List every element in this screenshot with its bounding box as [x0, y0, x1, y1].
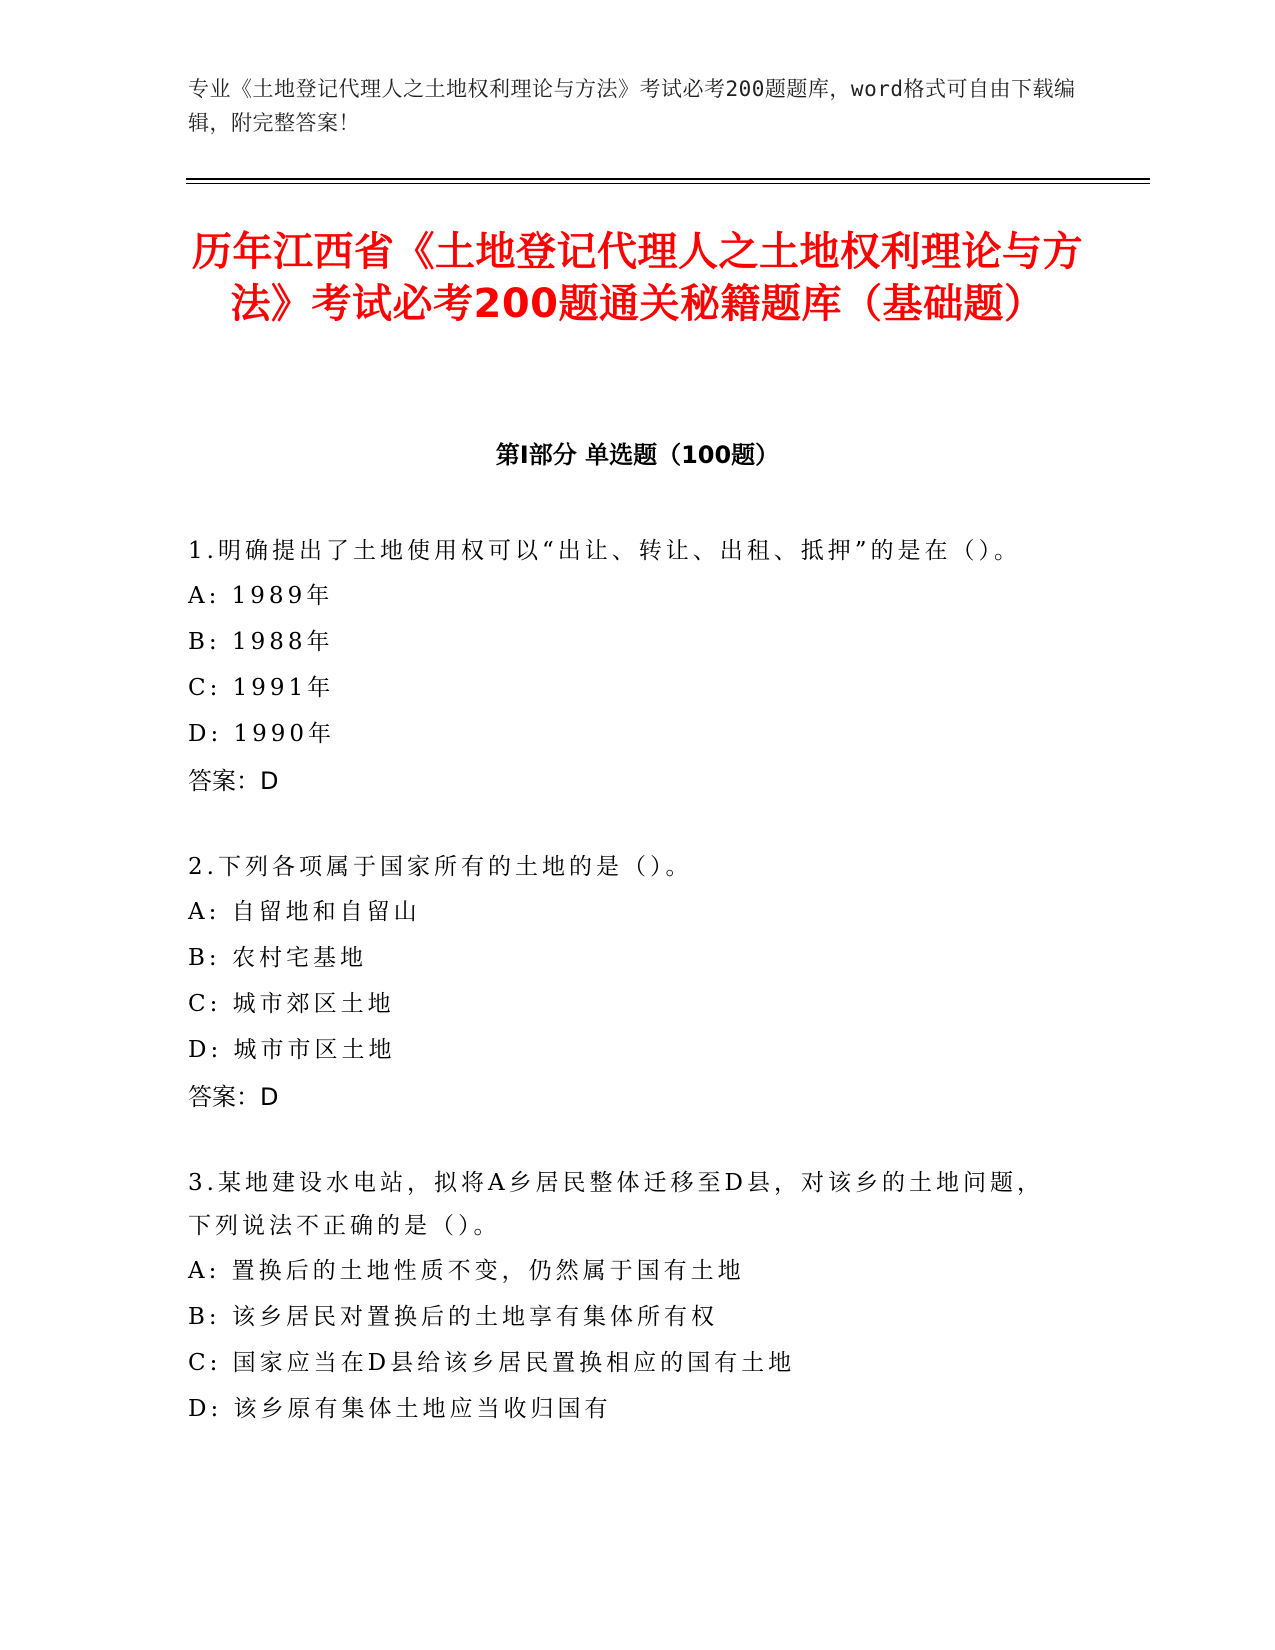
question-3: [188, 1162, 1068, 1432]
question-list: [188, 530, 1068, 1475]
option-d: D: 城市市区土地: [188, 1037, 396, 1063]
document-title: 历年江西省《土地登记代理人之土地权利理论与方法》考试必考200题通关秘籍题库（基础题）: [192, 229, 1083, 327]
option-d: D: 该乡原有集体土地应当收归国有: [188, 1396, 612, 1422]
answer: 答案：D: [188, 1083, 279, 1111]
question-stem: 3.某地建设水电站，拟将A乡居民整体迁移至D县，对该乡的土地问题，下列说法不正确的是（）。: [188, 1170, 1044, 1239]
question-stem: 1.明确提出了土地使用权可以“出让、转让、出租、抵押”的是在（）。: [188, 538, 1021, 564]
option-a: A: 1989年: [188, 583, 334, 609]
answer: 答案：D: [188, 767, 279, 795]
section-heading: 第I部分 单选题（100题）: [495, 441, 780, 469]
option-b: B: 该乡居民对置换后的土地享有集体所有权: [188, 1304, 718, 1330]
option-c: C: 国家应当在D县给该乡居民置换相应的国有土地: [188, 1350, 796, 1376]
question-stem: 2.下列各项属于国家所有的土地的是（）。: [188, 854, 693, 880]
option-c: C: 1991年: [188, 675, 335, 701]
question-1: [188, 530, 1068, 803]
option-b: B: 农村宅基地: [188, 945, 367, 971]
header-rule-thin: [186, 183, 1150, 184]
option-b: B: 1988年: [188, 629, 334, 655]
option-a: A: 置换后的土地性质不变，仍然属于国有土地: [188, 1258, 745, 1284]
option-c: C: 城市郊区土地: [188, 991, 395, 1017]
question-2: [188, 846, 1068, 1119]
header-note: 专业《土地登记代理人之土地权利理论与方法》考试必考200题题库，word格式可自由下载编辑，附完整答案！: [188, 77, 1076, 135]
option-a: A: 自留地和自留山: [188, 899, 421, 925]
header-rule-thick: [186, 178, 1150, 180]
option-d: D: 1990年: [188, 721, 336, 747]
